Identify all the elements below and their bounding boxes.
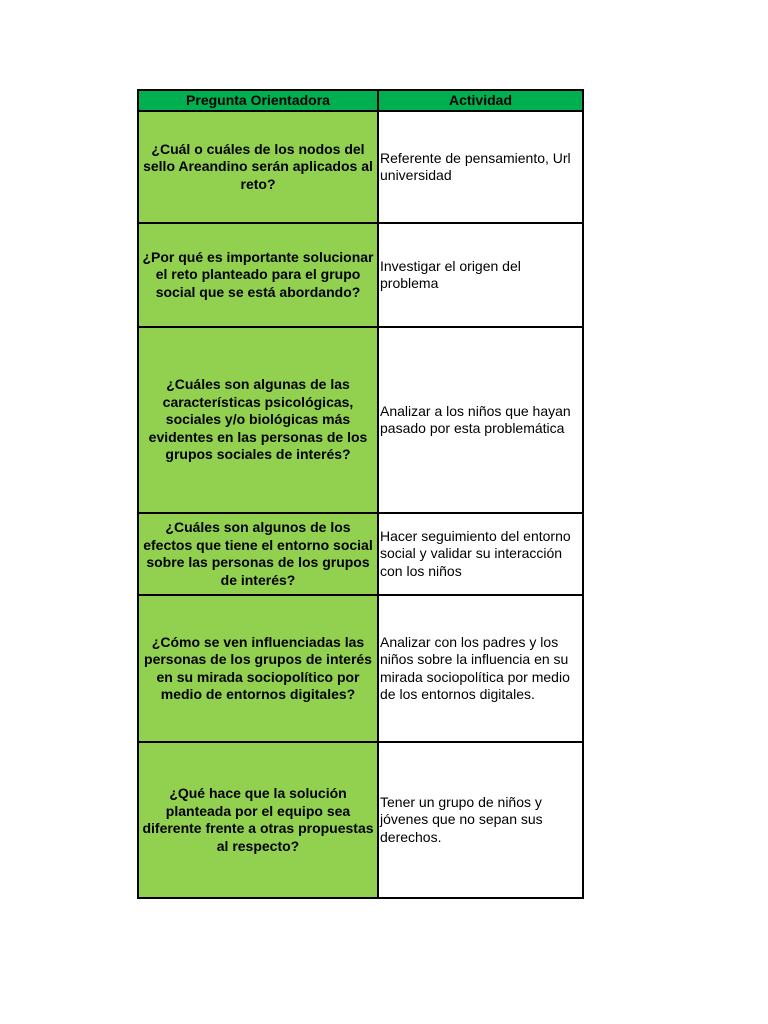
activity-cell: Hacer seguimiento del entorno social y validar su interacción con los niños <box>378 513 583 595</box>
question-cell: ¿Cuáles son algunas de las características psicológicas, sociales y/o biológicas más evidentes en las personas de los grupos sociales de interés? <box>138 327 378 513</box>
question-cell: ¿Cómo se ven influenciadas las personas de los grupos de interés en su mirada sociopolítico por medio de entornos digitales? <box>138 595 378 742</box>
table-row <box>138 327 583 513</box>
activity-cell: Analizar a los niños que hayan pasado por esta problemática <box>378 327 583 513</box>
header-row <box>138 90 583 111</box>
guide-table <box>137 89 584 899</box>
question-cell: ¿Qué hace que la solución planteada por el equipo sea diferente frente a otras propuestas al respecto? <box>138 742 378 898</box>
activity-cell: Analizar con los padres y los niños sobre la influencia en su mirada sociopolítica por medio de los entornos digitales. <box>378 595 583 742</box>
table-row <box>138 111 583 223</box>
table-row <box>138 595 583 742</box>
table-row <box>138 223 583 327</box>
question-cell: ¿Por qué es importante solucionar el reto planteado para el grupo social que se está abordando? <box>138 223 378 327</box>
activity-cell: Investigar el origen del problema <box>378 223 583 327</box>
question-cell: ¿Cuáles son algunos de los efectos que tiene el entorno social sobre las personas de los grupos de interés? <box>138 513 378 595</box>
table-row <box>138 513 583 595</box>
header-question: Pregunta Orientadora <box>138 90 378 111</box>
table-row <box>138 742 583 898</box>
activity-cell: Referente de pensamiento, Url universidad <box>378 111 583 223</box>
question-cell: ¿Cuál o cuáles de los nodos del sello Areandino serán aplicados al reto? <box>138 111 378 223</box>
activity-cell: Tener un grupo de niños y jóvenes que no sepan sus derechos. <box>378 742 583 898</box>
header-activity: Actividad <box>378 90 583 111</box>
